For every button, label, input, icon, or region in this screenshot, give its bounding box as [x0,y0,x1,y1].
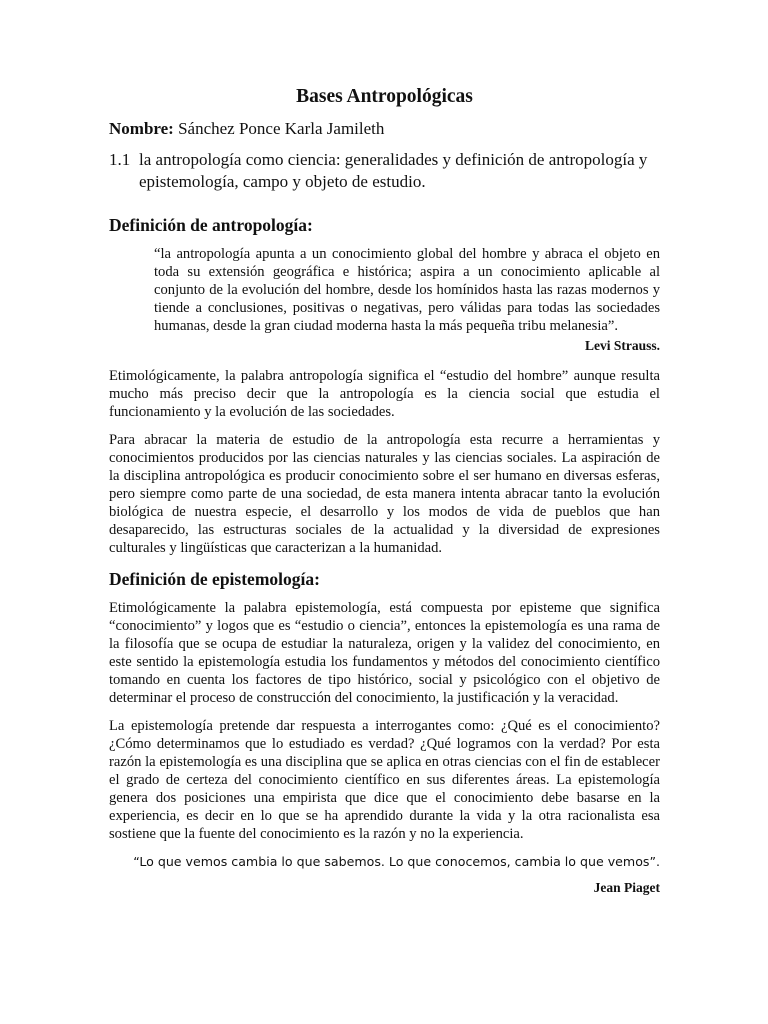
paragraph: La epistemología pretende dar respuesta a interrogantes como: ¿Qué es el conocimiento? ¿Cómo determinamos que lo estudiado es verdad? ¿Qué logramos con la verdad? Por esta razón la epistemología es una disciplina que se aplica en otras ciencias con el fin de establecer el grado de certeza del conocimiento científico en sus diferentes áreas. La epistemología genera dos posiciones una empirista que dice que el conocimiento debe basarse en la experiencia, es decir en lo que se ha aprendido durante la vida y la otra racionalista esa sostiene que la fuente del conocimiento es la razón y no la experiencia. [109,718,660,842]
block-quote: “la antropología apunta a un conocimiento global del hombre y abraca el objeto en toda su extensión geográfica e histórica; aspira a un conocimiento aplicable al conjunto de la evolución del hombre, desde los homínidos hasta las razas modernos y tiende a conclusiones, positivas o negativas, pero válidas para todas las sociedades humanas, desde la gran ciudad moderna hasta la más pequeña tribu melanesia”. [154,246,660,334]
quote-author: Jean Piaget [593,880,660,895]
closing-quote: “Lo que vemos cambia lo que sabemos. Lo que conocemos, cambia lo que vemos”. [133,854,660,869]
topic-heading [109,149,660,193]
paragraph: Para abracar la materia de estudio de la antropología esta recurre a herramientas y conocimientos producidos por las ciencias naturales y las ciencias sociales. La aspiración de la disciplina antropológica es producir conocimiento sobre el ser humano en diversas esferas, pero siempre como parte de una sociedad, de esta manera intenta abracar tanto la evolución biológica de nuestra especie, el desarrollo y los modos de vida de pueblos que han desaparecido, las estructuras sociales de la actualidad y la diversidad de expresiones culturales y lingüísticas que caracterizan a la humanidad. [109,432,660,556]
quote-author: Levi Strauss. [584,338,660,353]
section-heading: Definición de epistemología: [109,569,320,589]
paragraph: Etimológicamente la palabra epistemología, está compuesta por episteme que significa “conocimiento” y logos que es “estudio o ciencia”, entonces la epistemología es una rama de la filosofía que se ocupa de estudiar la naturaleza, origen y la validez del conocimiento, en este sentido la epistemología estudia los fundamentos y métodos del conocimiento científico tomando en cuenta los factores de tipo histórico, social y psicológico con el objetivo de determinar el proceso de construcción del conocimiento, la justificación y la veracidad. [109,600,660,706]
paragraph: Etimológicamente, la palabra antropología significa el “estudio del hombre” aunque resulta mucho más preciso decir que la antropología es la ciencia social que estudia el funcionamiento y la evolución de las sociedades. [109,368,660,420]
author-line [109,117,660,141]
section-heading: Definición de antropología: [109,215,313,235]
topic-text: la antropología como ciencia: generalidades y definición de antropología y epistemología, campo y objeto de estudio. [139,150,648,191]
topic-number: 1.1 [109,150,131,169]
section-epistemologia [109,567,660,897]
nombre-label: Nombre: [109,119,174,138]
section-antropologia [109,213,660,557]
nombre-value: Sánchez Ponce Karla Jamileth [178,119,385,138]
document-title: Bases Antropológicas [296,86,473,107]
